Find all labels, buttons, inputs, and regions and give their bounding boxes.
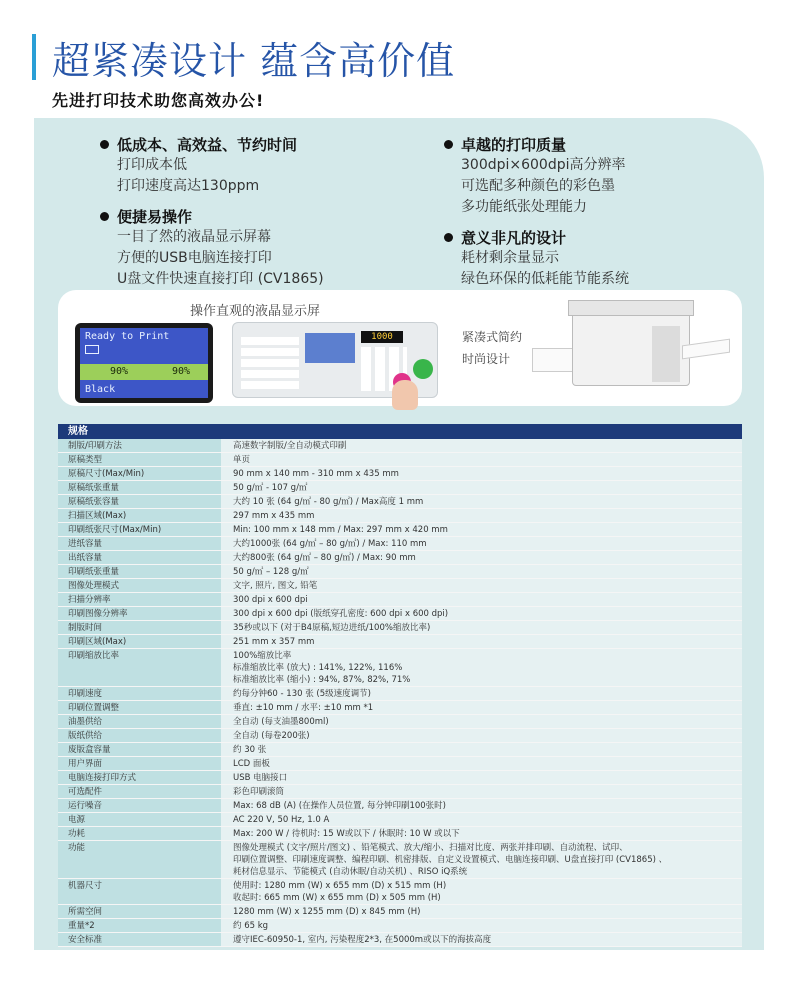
feature-line: 可选配多种颜色的彩色墨 — [461, 178, 615, 194]
spec-value-line: 高速数字制版/全自动模式印刷 — [233, 441, 347, 451]
spec-row — [58, 621, 742, 635]
panel-counter: 1000 — [361, 331, 403, 343]
spec-label: 图像处理模式 — [58, 579, 221, 592]
spec-label: 可选配件 — [58, 785, 221, 798]
spec-value — [221, 813, 742, 826]
spec-label: 安全标准 — [58, 933, 221, 946]
spec-row — [58, 481, 742, 495]
spec-value — [221, 879, 742, 904]
feature-line: 打印成本低 — [117, 157, 187, 173]
spec-value — [221, 453, 742, 466]
printer-image — [532, 296, 732, 402]
spec-label: 运行噪音 — [58, 799, 221, 812]
spec-value — [221, 799, 742, 812]
spec-value — [221, 919, 742, 932]
start-button-icon — [413, 359, 433, 379]
spec-value-line: 251 mm x 357 mm — [233, 637, 315, 647]
spec-value-line: 50 g/㎡ - 107 g/㎡ — [233, 483, 308, 493]
spec-value — [221, 481, 742, 494]
feature-line: 打印速度高达130ppm — [117, 178, 260, 194]
spec-value-line: 收起时: 665 mm (W) x 655 mm (D) x 505 mm (H) — [233, 893, 441, 903]
spec-row — [58, 919, 742, 933]
feature-line: 多功能纸张处理能力 — [461, 199, 587, 215]
panel-screen — [305, 333, 355, 363]
feature-line: 300dpi×600dpi高分辨率 — [461, 157, 626, 173]
printer-front-panel — [652, 326, 680, 382]
paper-feed-tray — [532, 348, 576, 372]
printer-scanner-lid — [568, 300, 694, 316]
bullet-icon — [100, 140, 109, 149]
spec-row — [58, 905, 742, 919]
spec-label: 制版时间 — [58, 621, 221, 634]
spec-row — [58, 635, 742, 649]
spec-row — [58, 607, 742, 621]
spec-row — [58, 771, 742, 785]
feature-heading: 卓越的打印质量 — [461, 136, 567, 154]
spec-label: 进纸容量 — [58, 537, 221, 550]
spec-value — [221, 687, 742, 700]
spec-label: 印刷缩放比率 — [58, 649, 221, 686]
spec-value-line: 使用时: 1280 mm (W) x 655 mm (D) x 515 mm (H) — [233, 881, 447, 891]
spec-value-line: Min: 100 mm x 148 mm / Max: 297 mm x 420 mm — [233, 525, 448, 535]
spec-value — [221, 827, 742, 840]
spec-row — [58, 551, 742, 565]
lcd-color-text: Black — [85, 384, 116, 395]
spec-row — [58, 495, 742, 509]
spec-value — [221, 467, 742, 480]
spec-value-line: 标准缩放比率 (缩小) : 94%, 87%, 82%, 71% — [233, 675, 411, 685]
spec-value-line: LCD 面板 — [233, 759, 270, 769]
bullet-icon — [444, 233, 453, 242]
spec-value-line: USB 电脑接口 — [233, 773, 288, 783]
spec-label: 版纸供给 — [58, 729, 221, 742]
panel-buttons — [241, 335, 299, 389]
spec-row — [58, 785, 742, 799]
spec-value — [221, 785, 742, 798]
spec-value-line: 1280 mm (W) x 1255 mm (D) x 845 mm (H) — [233, 907, 421, 917]
spec-table — [58, 424, 742, 947]
spec-label: 印刷区域(Max) — [58, 635, 221, 648]
spec-value-line: 遵守IEC-60950-1, 室内, 污染程度2*3, 在5000m或以下的海拔高度 — [233, 935, 492, 945]
feature-line: 绿色环保的低耗能节能系统 — [461, 271, 629, 287]
spec-value-line: 图像处理模式 (文字/照片/图文) 、铅笔模式、放大/缩小、扫描对比度、两张并排印刷、自动流程、试印、 — [233, 843, 628, 853]
spec-value-line: 约每分钟60 - 130 张 (5级速度调节) — [233, 689, 371, 699]
spec-value-line: 50 g/㎡ – 128 g/㎡ — [233, 567, 309, 577]
spec-label: 电脑连接打印方式 — [58, 771, 221, 784]
spec-value — [221, 715, 742, 728]
spec-value — [221, 635, 742, 648]
page-title: 超紧凑设计 蕴含高价值 — [52, 39, 456, 83]
spec-row — [58, 715, 742, 729]
spec-value-line: 300 dpi x 600 dpi (版纸穿孔密度: 600 dpi x 600 dpi) — [233, 609, 449, 619]
spec-value — [221, 905, 742, 918]
spec-value — [221, 729, 742, 742]
panel-caption: 操作直观的液晶显示屏 — [190, 304, 321, 319]
lcd-battery-icon — [85, 345, 99, 354]
spec-label: 所需空间 — [58, 905, 221, 918]
spec-value — [221, 509, 742, 522]
spec-label: 原稿纸张重量 — [58, 481, 221, 494]
page-subtitle: 先进打印技术助您高效办公! — [52, 91, 265, 110]
spec-label: 印刷位置调整 — [58, 701, 221, 714]
spec-value-line: 全自动 (每支油墨800ml) — [233, 717, 329, 727]
spec-value — [221, 565, 742, 578]
spec-label: 原稿类型 — [58, 453, 221, 466]
spec-row — [58, 439, 742, 453]
spec-value — [221, 757, 742, 770]
spec-value-line: 300 dpi x 600 dpi — [233, 595, 308, 605]
spec-row — [58, 729, 742, 743]
spec-value — [221, 933, 742, 946]
title-accent-bar — [32, 34, 36, 80]
feature-quality — [444, 134, 626, 218]
spec-label: 出纸容量 — [58, 551, 221, 564]
spec-row — [58, 933, 742, 947]
spec-value — [221, 841, 742, 878]
spec-row — [58, 565, 742, 579]
spec-row — [58, 701, 742, 715]
spec-value-line: 90 mm x 140 mm - 310 mm x 435 mm — [233, 469, 399, 479]
spec-label: 印刷纸张尺寸(Max/Min) — [58, 523, 221, 536]
spec-value-line: 约 65 kg — [233, 921, 269, 931]
spec-row — [58, 879, 742, 905]
bullet-icon — [444, 140, 453, 149]
spec-value-line: 大约 10 张 (64 g/㎡ - 80 g/㎡) / Max高度 1 mm — [233, 497, 424, 507]
feature-line: 一目了然的液晶显示屏幕 — [117, 229, 271, 245]
spec-value-line: 单页 — [233, 455, 251, 465]
spec-value — [221, 551, 742, 564]
spec-value-line: 彩色印刷滚筒 — [233, 787, 285, 797]
spec-value-line: 标准缩放比率 (放大) : 141%, 122%, 116% — [233, 663, 403, 673]
spec-label: 扫描分辨率 — [58, 593, 221, 606]
spec-value — [221, 439, 742, 452]
lcd-display-image — [75, 323, 213, 403]
spec-value-line: 全自动 (每卷200张) — [233, 731, 310, 741]
feature-design — [444, 227, 629, 290]
feature-line: U盘文件快速直接打印 (CV1865) — [117, 271, 324, 287]
spec-row — [58, 757, 742, 771]
lcd-percent: 90% — [172, 366, 191, 377]
feature-cost — [100, 134, 297, 197]
spec-label: 扫描区域(Max) — [58, 509, 221, 522]
spec-label: 印刷速度 — [58, 687, 221, 700]
spec-label: 电源 — [58, 813, 221, 826]
spec-label: 原稿纸张容量 — [58, 495, 221, 508]
spec-label: 用户界面 — [58, 757, 221, 770]
spec-value — [221, 537, 742, 550]
spec-row — [58, 799, 742, 813]
spec-value — [221, 495, 742, 508]
spec-value-line: 文字, 照片, 图文, 铅笔 — [233, 581, 318, 591]
spec-value — [221, 701, 742, 714]
finger-icon — [392, 380, 418, 410]
feature-line: 方便的USB电脑连接打印 — [117, 250, 272, 266]
spec-row — [58, 813, 742, 827]
spec-value — [221, 593, 742, 606]
spec-label: 印刷纸张重量 — [58, 565, 221, 578]
spec-label: 功能 — [58, 841, 221, 878]
spec-value — [221, 771, 742, 784]
spec-value — [221, 649, 742, 686]
spec-value-line: Max: 68 dB (A) (在操作人员位置, 每分钟印刷100张时) — [233, 801, 446, 811]
spec-value-line: 100%缩放比率 — [233, 651, 292, 661]
feature-heading: 低成本、高效益、节约时间 — [117, 136, 298, 154]
spec-label: 制版/印刷方法 — [58, 439, 221, 452]
spec-value-line: 垂直: ±10 mm / 水平: ±10 mm *1 — [233, 703, 374, 713]
spec-row — [58, 593, 742, 607]
feature-heading: 意义非凡的设计 — [461, 229, 567, 247]
feature-ease — [100, 206, 324, 290]
spec-value — [221, 523, 742, 536]
spec-label: 印刷图像分辨率 — [58, 607, 221, 620]
spec-label: 功耗 — [58, 827, 221, 840]
spec-label: 机器尺寸 — [58, 879, 221, 904]
spec-value — [221, 607, 742, 620]
spec-row — [58, 827, 742, 841]
spec-value-line: 约 30 张 — [233, 745, 267, 755]
spec-label: 废版盒容量 — [58, 743, 221, 756]
spec-value — [221, 621, 742, 634]
spec-row — [58, 523, 742, 537]
spec-row — [58, 687, 742, 701]
spec-value-line: 印刷位置调整、印刷速度调整、编程印刷、机密排版、自定义设置模式、电脑连接印刷、U盘直接打印 (CV1865) 、 — [233, 855, 668, 865]
spec-row — [58, 743, 742, 757]
spec-heading: 规格 — [58, 424, 742, 439]
feature-heading: 便捷易操作 — [117, 208, 193, 226]
lcd-percent: 90% — [110, 366, 129, 377]
printer-caption: 紧凑式简约 时尚设计 — [462, 330, 523, 366]
bullet-icon — [100, 212, 109, 221]
spec-row — [58, 467, 742, 481]
spec-label: 油墨供给 — [58, 715, 221, 728]
spec-value — [221, 579, 742, 592]
lcd-status-text: Ready to Print — [85, 331, 170, 342]
spec-row — [58, 649, 742, 687]
spec-value-line: Max: 200 W / 待机时: 15 W或以下 / 休眠时: 10 W 或以下 — [233, 829, 460, 839]
feature-line: 耗材剩余量显示 — [461, 250, 559, 266]
spec-value-line: 大约800张 (64 g/㎡ – 80 g/㎡) / Max: 90 mm — [233, 553, 416, 563]
spec-value-line: 35秒或以下 (对于B4原稿,短边进纸/100%缩放比率) — [233, 623, 431, 633]
spec-value — [221, 743, 742, 756]
spec-value-line: 大约1000张 (64 g/㎡ – 80 g/㎡) / Max: 110 mm — [233, 539, 427, 549]
spec-value-line: 耗材信息显示、节能模式 (自动休眠/自动关机) 、RISO iQ系统 — [233, 867, 468, 877]
spec-row — [58, 579, 742, 593]
spec-row — [58, 453, 742, 467]
spec-row — [58, 537, 742, 551]
spec-row — [58, 509, 742, 523]
spec-value-line: 297 mm x 435 mm — [233, 511, 315, 521]
spec-label: 重量*2 — [58, 919, 221, 932]
spec-label: 原稿尺寸(Max/Min) — [58, 467, 221, 480]
spec-value-line: AC 220 V, 50 Hz, 1.0 A — [233, 815, 330, 825]
spec-row — [58, 841, 742, 879]
